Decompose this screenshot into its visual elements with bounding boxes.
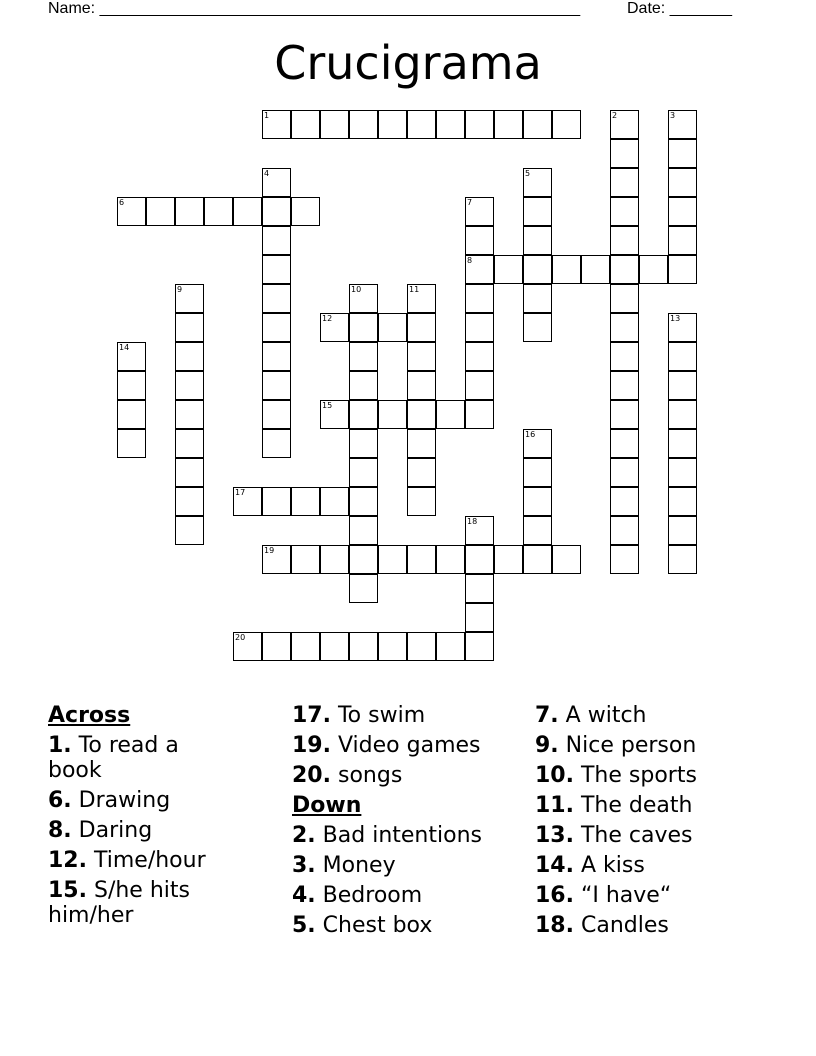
clue-down-11: 11. The death [535, 793, 693, 818]
grid-cell[interactable] [117, 400, 146, 429]
clue-number: 2 [612, 111, 618, 120]
grid-cell[interactable] [233, 197, 262, 226]
grid-cell[interactable] [349, 574, 378, 603]
grid-cell[interactable] [204, 197, 233, 226]
date-field[interactable]: Date: _______ [627, 0, 732, 17]
grid-cell[interactable] [175, 284, 204, 313]
grid-cell[interactable] [465, 284, 494, 313]
grid-cell[interactable] [610, 429, 639, 458]
grid-cell[interactable] [668, 255, 697, 284]
grid-cell[interactable] [349, 632, 378, 661]
grid-cell[interactable] [407, 487, 436, 516]
grid-cell[interactable] [436, 632, 465, 661]
grid-cell[interactable] [668, 313, 697, 342]
clue-number: 20 [235, 633, 246, 642]
grid-cell[interactable] [117, 429, 146, 458]
clue-across-1: 1. To read a book [48, 733, 179, 783]
grid-cell[interactable] [610, 371, 639, 400]
clues-column-2 [292, 703, 512, 943]
clue-number: 14 [119, 343, 130, 352]
grid-cell[interactable] [668, 139, 697, 168]
grid-cell[interactable] [175, 371, 204, 400]
clue-number: 11 [409, 285, 420, 294]
grid-cell[interactable] [407, 284, 436, 313]
grid-cell[interactable] [668, 429, 697, 458]
grid-cell[interactable] [581, 255, 610, 284]
grid-cell[interactable] [465, 516, 494, 545]
grid-cell[interactable] [668, 458, 697, 487]
grid-cell[interactable] [610, 516, 639, 545]
grid-cell[interactable] [262, 545, 291, 574]
grid-cell[interactable] [291, 197, 320, 226]
grid-cell[interactable] [465, 197, 494, 226]
grid-cell[interactable] [494, 255, 523, 284]
grid-cell[interactable] [291, 632, 320, 661]
grid-cell[interactable] [378, 400, 407, 429]
grid-cell[interactable] [465, 255, 494, 284]
grid-cell[interactable] [378, 545, 407, 574]
grid-cell[interactable] [349, 342, 378, 371]
grid-cell[interactable] [465, 603, 494, 632]
grid-cell[interactable] [349, 516, 378, 545]
clue-across-8: 8. Daring [48, 818, 153, 843]
clue-down-14: 14. A kiss [535, 853, 645, 878]
grid-cell[interactable] [465, 342, 494, 371]
grid-cell[interactable] [117, 342, 146, 371]
clue-down-9: 9. Nice person [535, 733, 697, 758]
grid-cell[interactable] [320, 110, 349, 139]
grid-cell[interactable] [175, 400, 204, 429]
grid-cell[interactable] [523, 226, 552, 255]
grid-cell[interactable] [523, 487, 552, 516]
grid-cell[interactable] [175, 429, 204, 458]
grid-cell[interactable] [610, 487, 639, 516]
grid-cell[interactable] [668, 545, 697, 574]
grid-cell[interactable] [262, 429, 291, 458]
grid-cell[interactable] [262, 487, 291, 516]
clue-down-13: 13. The caves [535, 823, 693, 848]
grid-cell[interactable] [436, 110, 465, 139]
grid-cell[interactable] [465, 400, 494, 429]
grid-cell[interactable] [378, 632, 407, 661]
grid-cell[interactable] [668, 226, 697, 255]
name-field[interactable]: Name: ______________________________________________________ [48, 0, 581, 17]
clue-number: 4 [264, 169, 270, 178]
grid-cell[interactable] [465, 632, 494, 661]
grid-cell[interactable] [175, 197, 204, 226]
clue-number: 18 [467, 517, 478, 526]
grid-cell[interactable] [465, 313, 494, 342]
grid-cell[interactable] [610, 342, 639, 371]
grid-cell[interactable] [175, 342, 204, 371]
grid-cell[interactable] [465, 110, 494, 139]
grid-cell[interactable] [320, 400, 349, 429]
grid-cell[interactable] [407, 458, 436, 487]
grid-cell[interactable] [349, 487, 378, 516]
grid-cell[interactable] [407, 371, 436, 400]
grid-cell[interactable] [262, 168, 291, 197]
grid-cell[interactable] [320, 313, 349, 342]
clue-across-17: 17. To swim [292, 703, 426, 728]
grid-cell[interactable] [523, 458, 552, 487]
clue-number: 7 [467, 198, 473, 207]
grid-cell[interactable] [233, 632, 262, 661]
grid-cell[interactable] [668, 168, 697, 197]
grid-cell[interactable] [494, 110, 523, 139]
down-heading: Down [292, 793, 362, 818]
clue-across-19: 19. Video games [292, 733, 481, 758]
grid-cell[interactable] [262, 197, 291, 226]
clue-down-4: 4. Bedroom [292, 883, 423, 908]
grid-cell[interactable] [175, 487, 204, 516]
grid-cell[interactable] [610, 458, 639, 487]
clues-column-1 [48, 703, 208, 933]
grid-cell[interactable] [378, 313, 407, 342]
clues-column-3 [535, 703, 775, 943]
grid-cell[interactable] [175, 313, 204, 342]
grid-cell[interactable] [378, 110, 407, 139]
grid-cell[interactable] [349, 371, 378, 400]
clue-down-10: 10. The sports [535, 763, 697, 788]
grid-cell[interactable] [349, 429, 378, 458]
grid-cell[interactable] [610, 284, 639, 313]
grid-cell[interactable] [407, 632, 436, 661]
clue-down-7: 7. A witch [535, 703, 647, 728]
grid-cell[interactable] [262, 255, 291, 284]
grid-cell[interactable] [349, 400, 378, 429]
grid-cell[interactable] [523, 110, 552, 139]
clue-down-3: 3. Money [292, 853, 396, 878]
clue-number: 6 [119, 198, 125, 207]
grid-cell[interactable] [262, 284, 291, 313]
grid-cell[interactable] [436, 545, 465, 574]
grid-cell[interactable] [262, 226, 291, 255]
clue-number: 16 [525, 430, 536, 439]
grid-cell[interactable] [262, 313, 291, 342]
across-heading: Across [48, 703, 131, 728]
grid-cell[interactable] [262, 110, 291, 139]
grid-cell[interactable] [349, 284, 378, 313]
grid-cell[interactable] [610, 255, 639, 284]
grid-cell[interactable] [407, 313, 436, 342]
grid-cell[interactable] [465, 226, 494, 255]
clue-number: 12 [322, 314, 333, 323]
grid-cell[interactable] [349, 110, 378, 139]
clue-down-18: 18. Candles [535, 913, 669, 938]
grid-cell[interactable] [175, 516, 204, 545]
grid-cell[interactable] [610, 197, 639, 226]
clue-number: 19 [264, 546, 275, 555]
grid-cell[interactable] [523, 429, 552, 458]
grid-cell[interactable] [523, 516, 552, 545]
grid-cell[interactable] [552, 255, 581, 284]
grid-cell[interactable] [668, 487, 697, 516]
grid-cell[interactable] [668, 110, 697, 139]
grid-cell[interactable] [175, 458, 204, 487]
grid-cell[interactable] [610, 313, 639, 342]
grid-cell[interactable] [320, 545, 349, 574]
grid-cell[interactable] [668, 516, 697, 545]
grid-cell[interactable] [494, 545, 523, 574]
grid-cell[interactable] [610, 226, 639, 255]
grid-cell[interactable] [668, 197, 697, 226]
grid-cell[interactable] [465, 371, 494, 400]
grid-cell[interactable] [668, 371, 697, 400]
grid-cell[interactable] [552, 545, 581, 574]
clue-number: 8 [467, 256, 473, 265]
grid-cell[interactable] [407, 429, 436, 458]
grid-cell[interactable] [668, 342, 697, 371]
clue-number: 10 [351, 285, 362, 294]
grid-cell[interactable] [523, 545, 552, 574]
grid-cell[interactable] [668, 400, 697, 429]
grid-cell[interactable] [639, 255, 668, 284]
grid-cell[interactable] [262, 400, 291, 429]
grid-cell[interactable] [291, 487, 320, 516]
grid-cell[interactable] [320, 632, 349, 661]
grid-cell[interactable] [407, 400, 436, 429]
clue-down-2: 2. Bad intentions [292, 823, 482, 848]
page-title: Crucigrama [274, 36, 542, 90]
grid-cell[interactable] [610, 110, 639, 139]
grid-cell[interactable] [465, 545, 494, 574]
grid-cell[interactable] [610, 545, 639, 574]
grid-cell[interactable] [117, 371, 146, 400]
clue-across-15: 15. S/he hits him/her [48, 878, 190, 928]
grid-cell[interactable] [262, 342, 291, 371]
grid-cell[interactable] [233, 487, 262, 516]
grid-cell[interactable] [523, 255, 552, 284]
grid-cell[interactable] [262, 632, 291, 661]
clue-down-16: 16. “I have“ [535, 883, 672, 908]
grid-cell[interactable] [349, 545, 378, 574]
grid-cell[interactable] [291, 545, 320, 574]
clue-number: 13 [670, 314, 681, 323]
grid-cell[interactable] [610, 168, 639, 197]
grid-cell[interactable] [407, 545, 436, 574]
grid-cell[interactable] [291, 110, 320, 139]
grid-cell[interactable] [320, 487, 349, 516]
grid-cell[interactable] [523, 313, 552, 342]
grid-cell[interactable] [117, 197, 146, 226]
grid-cell[interactable] [465, 574, 494, 603]
clue-number: 1 [264, 111, 270, 120]
grid-cell[interactable] [349, 313, 378, 342]
clue-number: 9 [177, 285, 183, 294]
grid-cell[interactable] [523, 197, 552, 226]
grid-cell[interactable] [146, 197, 175, 226]
grid-cell[interactable] [552, 110, 581, 139]
grid-cell[interactable] [407, 110, 436, 139]
clue-number: 17 [235, 488, 246, 497]
grid-cell[interactable] [610, 400, 639, 429]
clue-number: 3 [670, 111, 676, 120]
grid-cell[interactable] [407, 342, 436, 371]
clue-across-12: 12. Time/hour [48, 848, 206, 873]
grid-cell[interactable] [349, 458, 378, 487]
grid-cell[interactable] [610, 139, 639, 168]
grid-cell[interactable] [523, 284, 552, 313]
clue-down-5: 5. Chest box [292, 913, 433, 938]
grid-cell[interactable] [436, 400, 465, 429]
clue-across-20: 20. songs [292, 763, 403, 788]
clue-number: 15 [322, 401, 333, 410]
grid-cell[interactable] [262, 371, 291, 400]
clue-across-6: 6. Drawing [48, 788, 171, 813]
grid-cell[interactable] [523, 168, 552, 197]
clue-number: 5 [525, 169, 531, 178]
